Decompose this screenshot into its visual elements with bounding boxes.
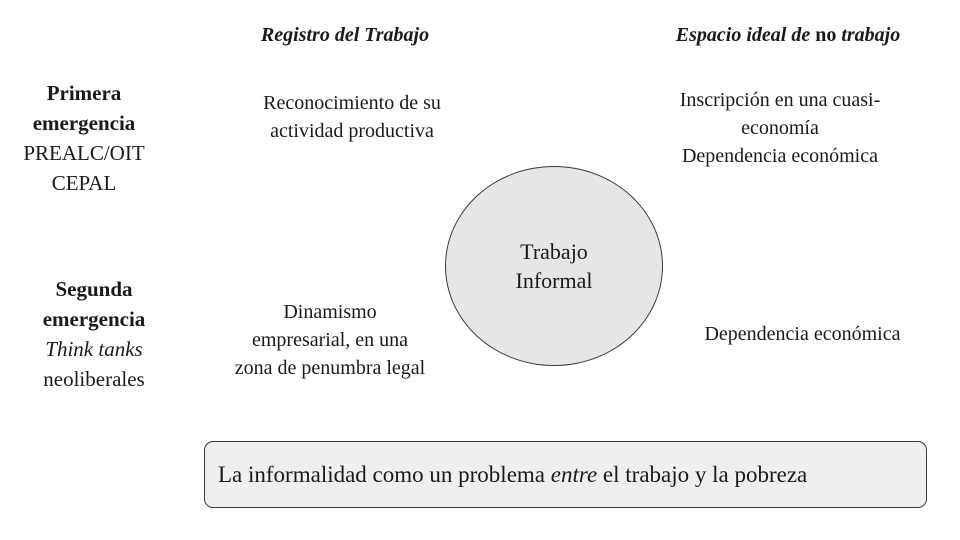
row-primera-title-1: Primera (46, 81, 122, 105)
row-label-primera (0, 78, 168, 198)
row-segunda-title-2: emergencia (42, 307, 146, 331)
column-header-espacio-part1: Espacio ideal de (675, 24, 816, 46)
row-primera-sub-1: PREALC/OIT (23, 141, 145, 165)
center-label-line-1: Trabajo (520, 239, 588, 264)
cell-bottom-left-line-2: empresarial, en una (251, 329, 409, 351)
cell-top-right-line-3: Dependencia económica (681, 145, 878, 167)
column-header-registro-text: Registro del Trabajo (260, 24, 430, 46)
cell-top-left-line-1: Reconocimiento de su (263, 92, 441, 114)
banner-text-part1: La informalidad como un problema (218, 461, 546, 487)
cell-bottom-left-line-3: zona de penumbra legal (234, 357, 426, 379)
cell-bottom-right-line-1: Dependencia económica (704, 323, 901, 345)
row-primera-title-2: emergencia (32, 111, 136, 135)
banner-text-part3: el trabajo y la pobreza (602, 461, 808, 487)
column-header-registro (220, 24, 470, 47)
cell-top-left-line-2: actividad productiva (270, 120, 434, 142)
column-header-espacio (640, 24, 936, 47)
row-segunda-title-1: Segunda (55, 277, 133, 301)
cell-top-right-line-1: Inscripción en una cuasi- (679, 89, 881, 111)
bottom-banner (204, 441, 927, 508)
banner-text-emphasis: entre (550, 461, 598, 487)
row-segunda-sub-1: Think tanks (45, 337, 143, 361)
cell-bottom-right (670, 320, 935, 348)
column-header-espacio-part2: no (815, 24, 837, 46)
cell-bottom-left (205, 298, 455, 382)
cell-top-left (222, 89, 482, 145)
cell-bottom-left-line-1: Dinamismo (283, 301, 377, 323)
row-segunda-sub-2: neoliberales (43, 367, 145, 391)
cell-top-right-line-2: economía (741, 117, 819, 139)
center-label-line-2: Informal (515, 268, 593, 293)
row-primera-sub-2: CEPAL (51, 171, 117, 195)
cell-top-right (640, 86, 920, 170)
center-circle (445, 166, 663, 366)
row-label-segunda (10, 274, 178, 394)
column-header-espacio-part3: trabajo (836, 24, 901, 46)
